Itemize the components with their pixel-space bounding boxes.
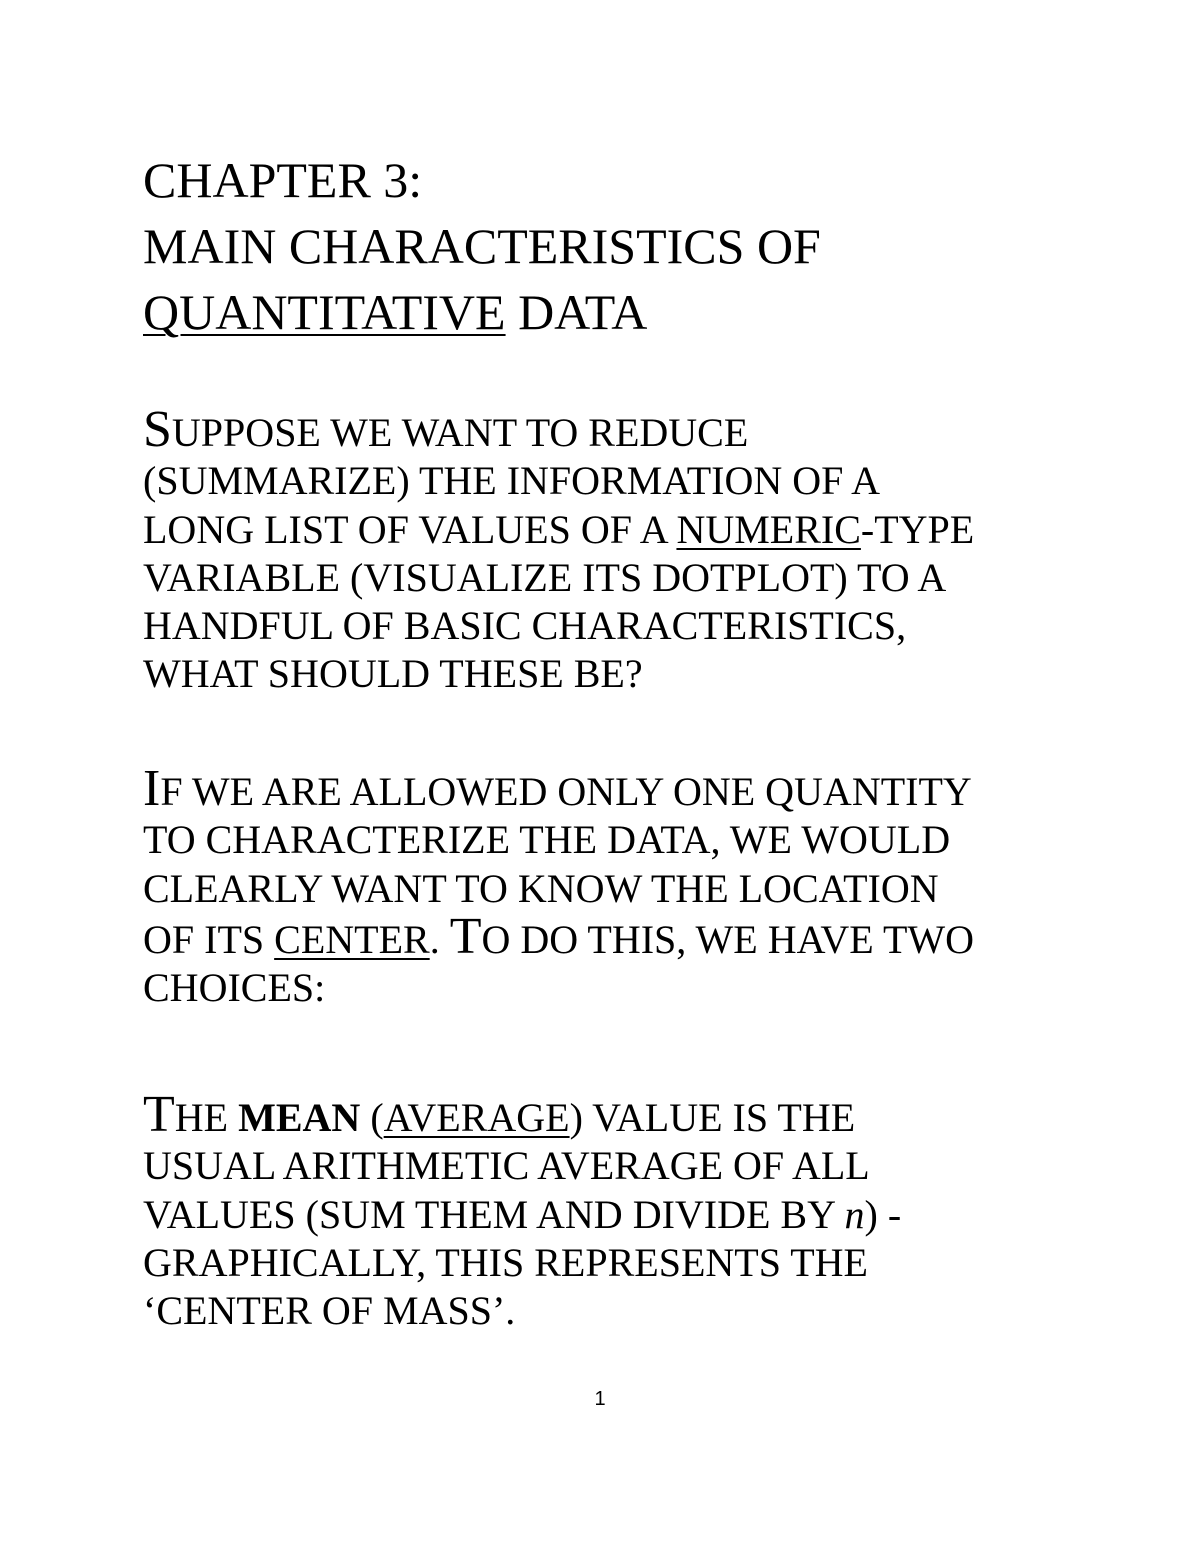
para2-line-4-post: O DO THIS, WE HAVE TWO [481, 916, 975, 962]
para2-line-4-pre: OF ITS [143, 916, 275, 962]
para3-line-1-post: ) VALUE IS THE [569, 1095, 856, 1140]
para3-line-2: USUAL ARITHMETIC AVERAGE OF ALL [143, 1143, 870, 1189]
chapter-title-line-3-rest: DATA [505, 284, 648, 340]
para1-line-2: (SUMMARIZE) THE INFORMATION OF A [143, 458, 881, 504]
para3-initial: T [143, 1086, 175, 1143]
mean-bold: MEAN [238, 1095, 361, 1140]
para2-line-2: TO CHARACTERIZE THE DATA, WE WOULD [143, 817, 951, 863]
n-italic: n [844, 1191, 865, 1237]
para1-line-3-post: -TYPE [860, 506, 975, 552]
chapter-title [143, 147, 821, 345]
para1-line-1 [143, 401, 974, 458]
para3-line-1-open: ( [360, 1095, 384, 1140]
para3-line-3-post: ) - [864, 1191, 902, 1237]
para2-line-4-initial: T [449, 907, 482, 965]
para2-line-1-rest: F WE ARE ALLOWED ONLY ONE QUANTITY [160, 769, 972, 814]
para1-line-3 [143, 506, 974, 554]
para2-line-3: CLEARLY WANT TO KNOW THE LOCATION [143, 865, 939, 911]
paragraph-center [143, 760, 975, 1012]
para2-initial: I [143, 760, 161, 817]
numeric-underlined: NUMERIC [676, 506, 861, 552]
chapter-title-line-2: MAIN CHARACTERISTICS OF [143, 218, 821, 274]
center-underlined: CENTER [274, 916, 430, 962]
para2-line-5: CHOICES: [143, 965, 326, 1011]
paragraph-mean [143, 1086, 902, 1335]
para3-line-1-rest: HE [174, 1095, 239, 1140]
paragraph-summarize [143, 401, 975, 699]
para3-line-5: ‘CENTER OF MASS’. [143, 1288, 516, 1334]
quantitative-underlined: QUANTITATIVE [143, 284, 506, 340]
chapter-number: CHAPTER 3: [143, 152, 423, 208]
para1-line-3-pre: LONG LIST OF VALUES OF A [143, 506, 677, 552]
para1-line-5: HANDFUL OF BASIC CHARACTERISTICS, [143, 603, 907, 649]
para3-line-3-pre: VALUES (SUM THEM AND DIVIDE BY [143, 1191, 845, 1237]
para2-line-4-mid: . [429, 916, 450, 962]
para1-line-1-rest: UPPOSE WE WANT TO REDUCE [171, 410, 749, 455]
chapter-title-line-3 [143, 279, 821, 345]
para1-initial: S [143, 401, 172, 458]
average-underlined: AVERAGE [383, 1095, 570, 1140]
para3-line-4: GRAPHICALLY, THIS REPRESENTS THE [143, 1239, 868, 1285]
page-number: 1 [594, 1388, 606, 1410]
para1-line-4: VARIABLE (VISUALIZE ITS DOTPLOT) TO A [143, 554, 947, 600]
para2-line-4 [143, 907, 975, 965]
para1-line-6: WHAT SHOULD THESE BE? [143, 651, 643, 697]
para3-line-3 [143, 1191, 901, 1239]
para2-line-1 [143, 760, 974, 817]
para3-line-1 [143, 1086, 901, 1143]
